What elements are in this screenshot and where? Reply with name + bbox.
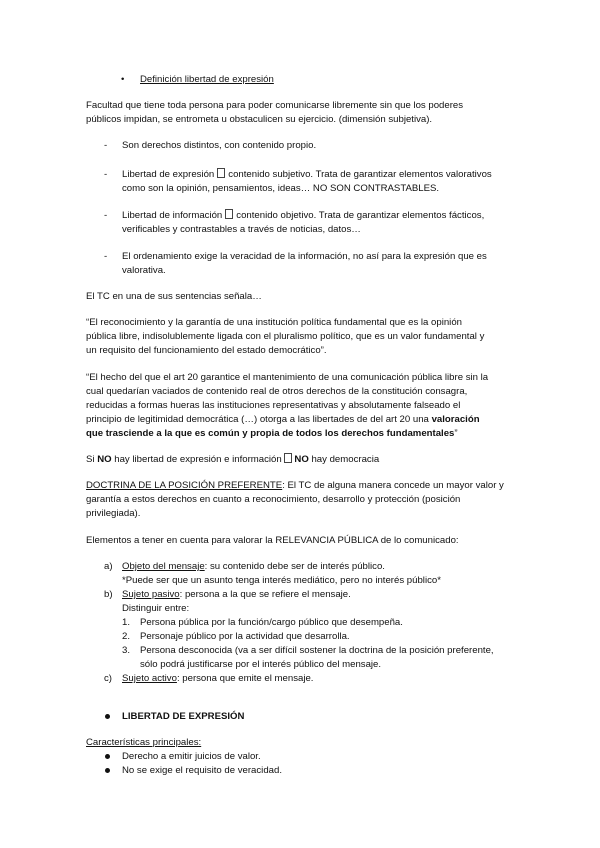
quote-text: principio de legitimidad democrática (…) otorga a las libertades de del art 20 una [86, 414, 432, 425]
doctrina-line [86, 479, 504, 493]
numbered-item: Personaje público por la actividad que desarrolla. [140, 631, 350, 642]
number-marker: 3. [122, 645, 131, 656]
text: hay democracia [308, 454, 380, 465]
list-item-note: Distinguir entre: [122, 603, 190, 614]
list-item-text: : su contenido debe ser de interés público. [204, 561, 385, 572]
quote-line: cual quedarían vaciados de contenido real de otros derechos de la constitución consagra, [86, 386, 468, 397]
dash-item [122, 168, 492, 182]
dash-item-text: contenido objetivo. Trata de garantizar elementos fácticos, [236, 210, 485, 221]
section-heading-libertad: LIBERTAD DE EXPRESIÓN [122, 711, 245, 722]
list-item-term: Sujeto pasivo [122, 589, 180, 600]
list-item [122, 588, 351, 602]
bullet-dot-icon [105, 768, 110, 773]
arrow-placeholder-icon [217, 168, 225, 178]
dash-item-text: contenido subjetivo. Trata de garantizar elementos valorativos [228, 169, 492, 180]
paragraph-line: públicos impidan, se entrometa u obstaculicen su ejercicio. (dimensión subjetiva). [86, 114, 433, 125]
emphasis: NO [97, 454, 112, 465]
quote-line: “El reconocimiento y la garantía de una institución política fundamental que es la opinión [86, 317, 462, 328]
quote-line [86, 413, 480, 427]
quote-line: un requisito del funcionamiento del estado democrático”. [86, 345, 327, 356]
paragraph-line: Elementos a tener en cuenta para valorar la RELEVANCIA PÚBLICA de lo comunicado: [86, 535, 459, 546]
dash-item [122, 209, 484, 223]
caracteristicas-heading [86, 736, 201, 750]
text: Si [86, 454, 98, 465]
list-item-term: Sujeto activo [122, 673, 177, 684]
dash-marker: - [104, 169, 108, 180]
number-marker: 2. [122, 631, 131, 642]
list-item-text: : persona que emite el mensaje. [176, 673, 314, 684]
bullet-dot-icon [105, 754, 110, 759]
list-item-note: *Puede ser que un asunto tenga interés mediático, pero no interés público* [122, 575, 441, 586]
quote-emphasis: que trasciende a la que es común y propia de todos los derechos fundamentales [86, 428, 455, 439]
section-heading-definicion: Definición libertad de expresión [140, 74, 274, 85]
quote-line: reducidas a formas hueras las instituciones representativas y absolutamente falseado el [86, 400, 461, 411]
doctrina-line: garantía a estos derechos en cuanto a reconocimiento, desarrollo y protección (posición [86, 494, 461, 505]
dash-marker: - [104, 140, 108, 151]
dash-marker: - [104, 210, 108, 221]
dash-item: El ordenamiento exige la veracidad de la información, no así para la expresión que es [122, 251, 487, 262]
dash-item-lead: Libertad de expresión [122, 169, 215, 180]
quote-line [86, 427, 458, 441]
quote-line: “El hecho del que el art 20 garantice el mantenimiento de una comunicación pública libre sin la [86, 372, 489, 383]
number-marker: 1. [122, 617, 131, 628]
list-marker: a) [104, 561, 113, 572]
doctrina-line: privilegiada). [86, 508, 141, 519]
list-item [122, 672, 313, 686]
numbered-item: Persona desconocida (va a ser difícil sostener la doctrina de la posición preferente, [140, 645, 494, 656]
caracteristica-item: No se exige el requisito de veracidad. [122, 765, 282, 776]
list-marker: b) [104, 589, 113, 600]
caracteristicas-colon: : [198, 737, 202, 748]
dash-item-line: como son la opinión, pensamientos, ideas… NO SON CONTRASTABLES. [122, 183, 440, 194]
dash-item-line: verificables y contrastables a través de noticias, datos… [122, 224, 361, 235]
dash-item-line: valorativa. [122, 265, 166, 276]
list-item-text: : persona a la que se refiere el mensaje. [179, 589, 351, 600]
caracteristica-item: Derecho a emitir juicios de valor. [122, 751, 261, 762]
emphasis: NO [294, 454, 309, 465]
quote-line: pública libre, indisolublemente ligada con el pluralismo político, que es un valor fundamental y [86, 331, 485, 342]
quote-emphasis: valoración [431, 414, 480, 425]
paragraph-line: Facultad que tiene toda persona para poder comunicarse libremente sin que los poderes [86, 100, 464, 111]
bullet-marker: • [121, 74, 125, 85]
caracteristicas-title: Características principales [86, 737, 199, 748]
paragraph-line: El TC en una de sus sentencias señala… [86, 291, 262, 302]
doctrina-text: : El TC de alguna manera concede un mayor valor y [282, 480, 504, 491]
democracy-statement [86, 453, 379, 467]
list-item [122, 560, 385, 574]
list-item-term: Objeto del mensaje [122, 561, 205, 572]
quote-text: ” [454, 428, 458, 439]
bullet-dot-icon [105, 714, 110, 719]
text: hay libertad de expresión e información [111, 454, 285, 465]
numbered-item: Persona pública por la función/cargo público que desempeña. [140, 617, 403, 628]
arrow-placeholder-icon [284, 453, 292, 463]
dash-marker: - [104, 251, 108, 262]
arrow-placeholder-icon [225, 209, 233, 219]
numbered-item-line: sólo podrá justificarse por el interés público del mensaje. [140, 659, 382, 670]
list-marker: c) [104, 673, 112, 684]
dash-item: Son derechos distintos, con contenido propio. [122, 140, 317, 151]
dash-item-lead: Libertad de información [122, 210, 223, 221]
doctrina-title: DOCTRINA DE LA POSICIÓN PREFERENTE [86, 480, 283, 491]
